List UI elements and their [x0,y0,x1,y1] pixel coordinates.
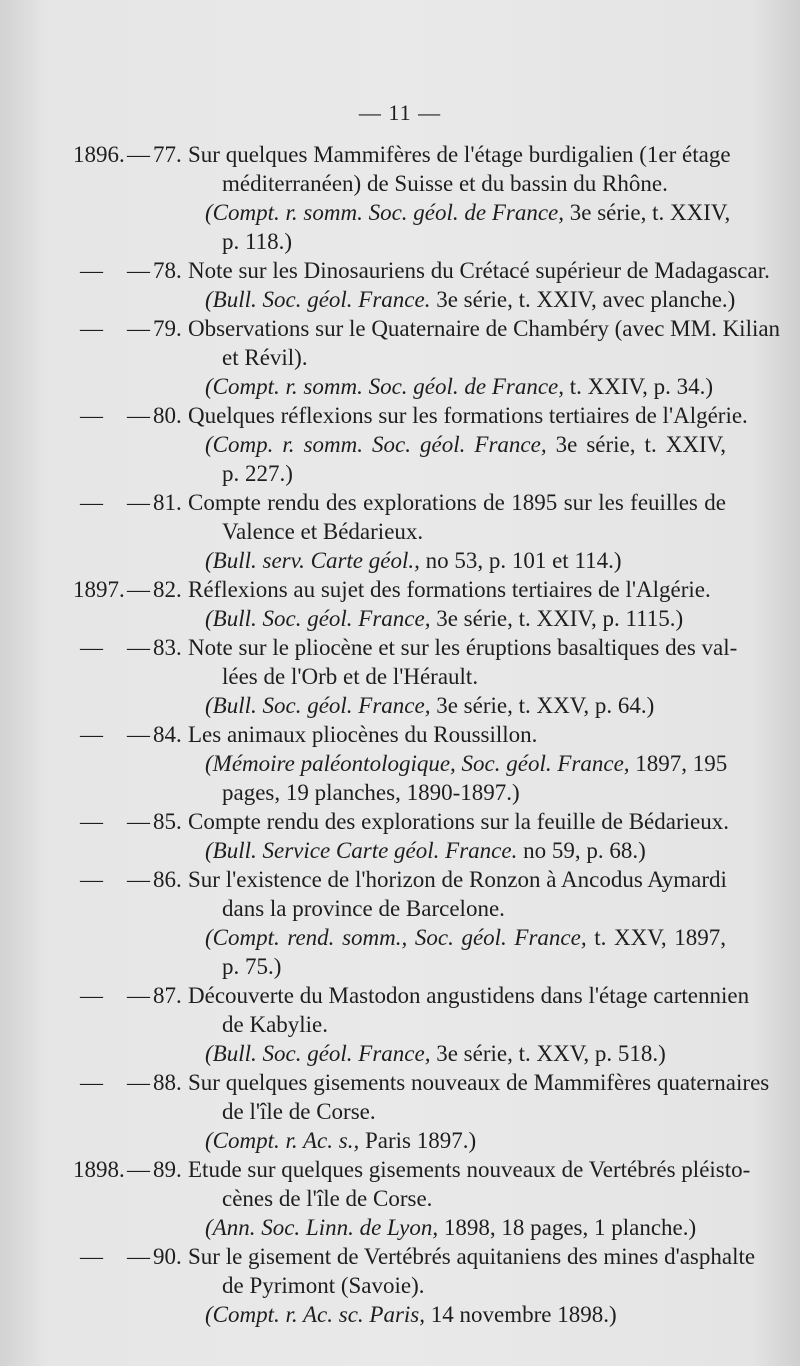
entry-title-continuation [0,1010,800,1039]
entry-title-continuation [0,517,800,546]
entry-reference-text [205,749,726,778]
entry-title: Note sur les Dinosauriens du Crétacé supérieur de Madagascar. [188,258,770,283]
entry-title-continuation [0,169,800,198]
entry-reference [0,546,800,575]
entry-title: Etude sur quelques gisements nouveaux de Vertébrés pléisto- [188,1157,751,1182]
entry-number: 88. [153,1070,182,1095]
entry-title-text: de Pyrimont (Savoie). [222,1273,425,1298]
entry-title-continuation [0,1097,800,1126]
entry-first-line [0,720,800,749]
bibliography-list [0,140,800,1329]
entry-year: 1896. [73,142,125,167]
entry-title: Sur le gisement de Vertébrés aquitaniens des mines d'asphalte [188,1244,756,1269]
entry-reference-details: 3e série, t. XXIV, avec planche.) [430,287,736,312]
entry-first-line [0,1068,800,1097]
entry-reference-source: (Compt. r. Ac. s., [205,1128,360,1153]
bibliography-entry [0,1242,800,1329]
entry-year-ditto: — [80,809,103,834]
entry-reference-details: Paris 1897.) [359,1128,477,1153]
bibliography-entry [0,865,800,981]
entry-first-line [0,865,800,894]
entry-reference-source: (Bull. Soc. géol. France. [205,287,431,312]
entry-title: Compte rendu des explorations de 1895 sur les feuilles de [188,490,726,515]
bibliography-entry [0,633,800,720]
entry-reference-source: (Compt. rend. somm., Soc. géol. France, [205,925,587,950]
entry-reference-text [205,1039,666,1068]
entry-reference-continuation [0,459,800,488]
entry-reference-continuation-text: p. 75.) [222,954,282,979]
entry-reference-continuation-text: p. 118.) [222,229,293,254]
entry-first-line [0,140,800,169]
entry-reference [0,1039,800,1068]
entry-reference-text [205,372,713,401]
entry-reference-text [205,430,726,459]
bibliography-entry [0,807,800,865]
entry-title-text: lées de l'Orb et de l'Hérault. [222,664,479,689]
entry-reference-details: 1897, 195 [629,751,728,776]
entry-year-ditto: — [80,983,103,1008]
entry-reference-source: (Compt. r. somm. Soc. géol. de France, [205,200,565,225]
entry-reference-text [205,923,726,952]
entry-first-line [0,633,800,662]
entry-title-text: méditerranéen) de Suisse et du bassin du Rhône. [222,171,668,196]
entry-first-line [0,1242,800,1271]
entry-title-text: de Kabylie. [222,1012,329,1037]
entry-reference-text [205,285,735,314]
entry-number: 86. [153,867,182,892]
entry-reference-details: 3e série, t. XXV, p. 64.) [430,693,655,718]
entry-reference-continuation-text: pages, 19 planches, 1890-1897.) [222,780,520,805]
entry-reference-continuation-text: p. 227.) [222,461,293,486]
entry-year: 1897. [73,577,125,602]
entry-reference-text [205,691,654,720]
entry-title: Sur l'existence de l'horizon de Ronzon à Ancodus Aymardi [188,867,727,892]
entry-reference-source: (Bull. Service Carte géol. France. [205,838,518,863]
entry-reference [0,604,800,633]
entry-number: 90. [153,1244,182,1269]
entry-dash: — [127,635,150,660]
entry-title: Découverte du Mastodon angustidens dans l'étage cartennien [188,983,750,1008]
entry-reference-continuation [0,778,800,807]
entry-reference-text [205,546,622,575]
entry-number: 82. [153,577,182,602]
entry-title-continuation [0,894,800,923]
entry-number: 81. [153,490,182,515]
entry-first-line [0,1155,800,1184]
entry-year-ditto: — [80,403,103,428]
entry-year: 1898. [73,1157,125,1182]
entry-dash: — [127,316,150,341]
entry-reference-source: (Mémoire paléontologique, Soc. géol. France, [205,751,630,776]
entry-year-ditto: — [80,490,103,515]
entry-number: 87. [153,983,182,1008]
entry-title-continuation [0,343,800,372]
entry-number: 78. [153,258,182,283]
entry-number: 80. [153,403,182,428]
entry-dash: — [127,983,150,1008]
entry-dash: — [127,1070,150,1095]
entry-number: 89. [153,1157,182,1182]
entry-reference-details: no 53, p. 101 et 114.) [419,548,622,573]
entry-reference [0,836,800,865]
entry-reference [0,1126,800,1155]
entry-reference-continuation [0,227,800,256]
entry-title-continuation [0,1184,800,1213]
entry-reference-text [205,1213,696,1242]
entry-reference-source: (Ann. Soc. Linn. de Lyon, [205,1215,439,1240]
entry-title-text: et Révil). [222,345,308,370]
entry-reference-text [205,198,731,227]
entry-first-line [0,575,800,604]
entry-reference [0,430,800,459]
entry-reference-details: 14 novembre 1898.) [425,1302,617,1327]
entry-title: Les animaux pliocènes du Roussillon. [188,722,538,747]
bibliography-entry [0,256,800,314]
entry-reference [0,372,800,401]
entry-first-line [0,401,800,430]
entry-reference-details: 3e série, t. XXIV, p. 1115.) [430,606,684,631]
entry-reference [0,1300,800,1329]
bibliography-entry [0,488,800,575]
bibliography-entry [0,314,800,401]
entry-reference-text [205,604,683,633]
bibliography-entry [0,401,800,488]
entry-title: Sur quelques Mammifères de l'étage burdigalien (1er étage [188,142,731,167]
entry-number: 77. [153,142,182,167]
entry-first-line [0,807,800,836]
entry-year-ditto: — [80,258,103,283]
entry-reference-text [205,1300,617,1329]
entry-dash: — [127,142,150,167]
bibliography-entry [0,140,800,256]
entry-title-continuation [0,1271,800,1300]
entry-title: Sur quelques gisements nouveaux de Mammifères quaternaires [188,1070,770,1095]
entry-first-line [0,256,800,285]
entry-number: 79. [153,316,182,341]
entry-reference-source: (Bull. Soc. géol. France, [205,693,431,718]
entry-reference-text [205,1126,476,1155]
entry-reference-source: (Bull. Soc. géol. France, [205,1041,431,1066]
entry-reference-source: (Compt. r. Ac. sc. Paris, [205,1302,425,1327]
entry-year-ditto: — [80,316,103,341]
entry-reference-continuation [0,952,800,981]
entry-title-text: de l'île de Corse. [222,1099,376,1124]
entry-first-line [0,488,800,517]
entry-reference-source: (Bull. Soc. géol. France, [205,606,431,631]
bibliography-entry [0,720,800,807]
entry-title-text: dans la province de Barcelone. [222,896,505,921]
entry-reference [0,923,800,952]
entry-reference [0,1213,800,1242]
entry-dash: — [127,1244,150,1269]
entry-reference-details: 3e série, t. XXIV, [546,432,726,457]
entry-reference-source: (Comp. r. somm. Soc. géol. France, [205,432,547,457]
entry-title: Quelques réflexions sur les formations tertiaires de l'Algérie. [188,403,748,428]
entry-reference-text [205,836,646,865]
entry-dash: — [127,722,150,747]
entry-year-ditto: — [80,867,103,892]
entry-year-ditto: — [80,635,103,660]
entry-first-line [0,314,800,343]
entry-reference-details: 3e série, t. XXV, p. 518.) [430,1041,666,1066]
entry-dash: — [127,809,150,834]
page-number: — 11 — [358,100,442,125]
entry-reference [0,198,800,227]
entry-reference [0,749,800,778]
entry-title: Compte rendu des explorations sur la feuille de Bédarieux. [188,809,729,834]
entry-number: 84. [153,722,182,747]
entry-year-ditto: — [80,1070,103,1095]
entry-number: 83. [153,635,182,660]
entry-reference-details: 1898, 18 pages, 1 planche.) [438,1215,697,1240]
bibliography-entry [0,1068,800,1155]
entry-title: Observations sur le Quaternaire de Chambéry (avec MM. Kilian [188,316,781,341]
entry-year-ditto: — [80,722,103,747]
bibliography-entry [0,981,800,1068]
entry-number: 85. [153,809,182,834]
entry-first-line [0,981,800,1010]
entry-dash: — [127,403,150,428]
entry-dash: — [127,258,150,283]
entry-reference-details: 3e série, t. XXIV, [564,200,731,225]
entry-title: Réflexions au sujet des formations tertiaires de l'Algérie. [188,577,711,602]
entry-dash: — [127,1157,150,1182]
entry-dash: — [127,867,150,892]
entry-reference-source: (Bull. serv. Carte géol., [205,548,420,573]
entry-title-text: Valence et Bédarieux. [222,519,424,544]
entry-title: Note sur le pliocène et sur les éruptions basaltiques des val- [188,635,738,660]
entry-reference-source: (Compt. r. somm. Soc. géol. de France, [205,374,565,399]
entry-title-text: cènes de l'île de Corse. [222,1186,433,1211]
entry-reference [0,691,800,720]
bibliography-entry [0,1155,800,1242]
entry-reference-details: no 59, p. 68.) [517,838,646,863]
entry-reference-details: t. XXV, 1897, [586,925,727,950]
entry-year-ditto: — [80,1244,103,1269]
entry-reference [0,285,800,314]
entry-dash: — [127,490,150,515]
entry-reference-details: t. XXIV, p. 34.) [564,374,714,399]
entry-dash: — [127,577,150,602]
bibliography-entry [0,575,800,633]
entry-title-continuation [0,662,800,691]
